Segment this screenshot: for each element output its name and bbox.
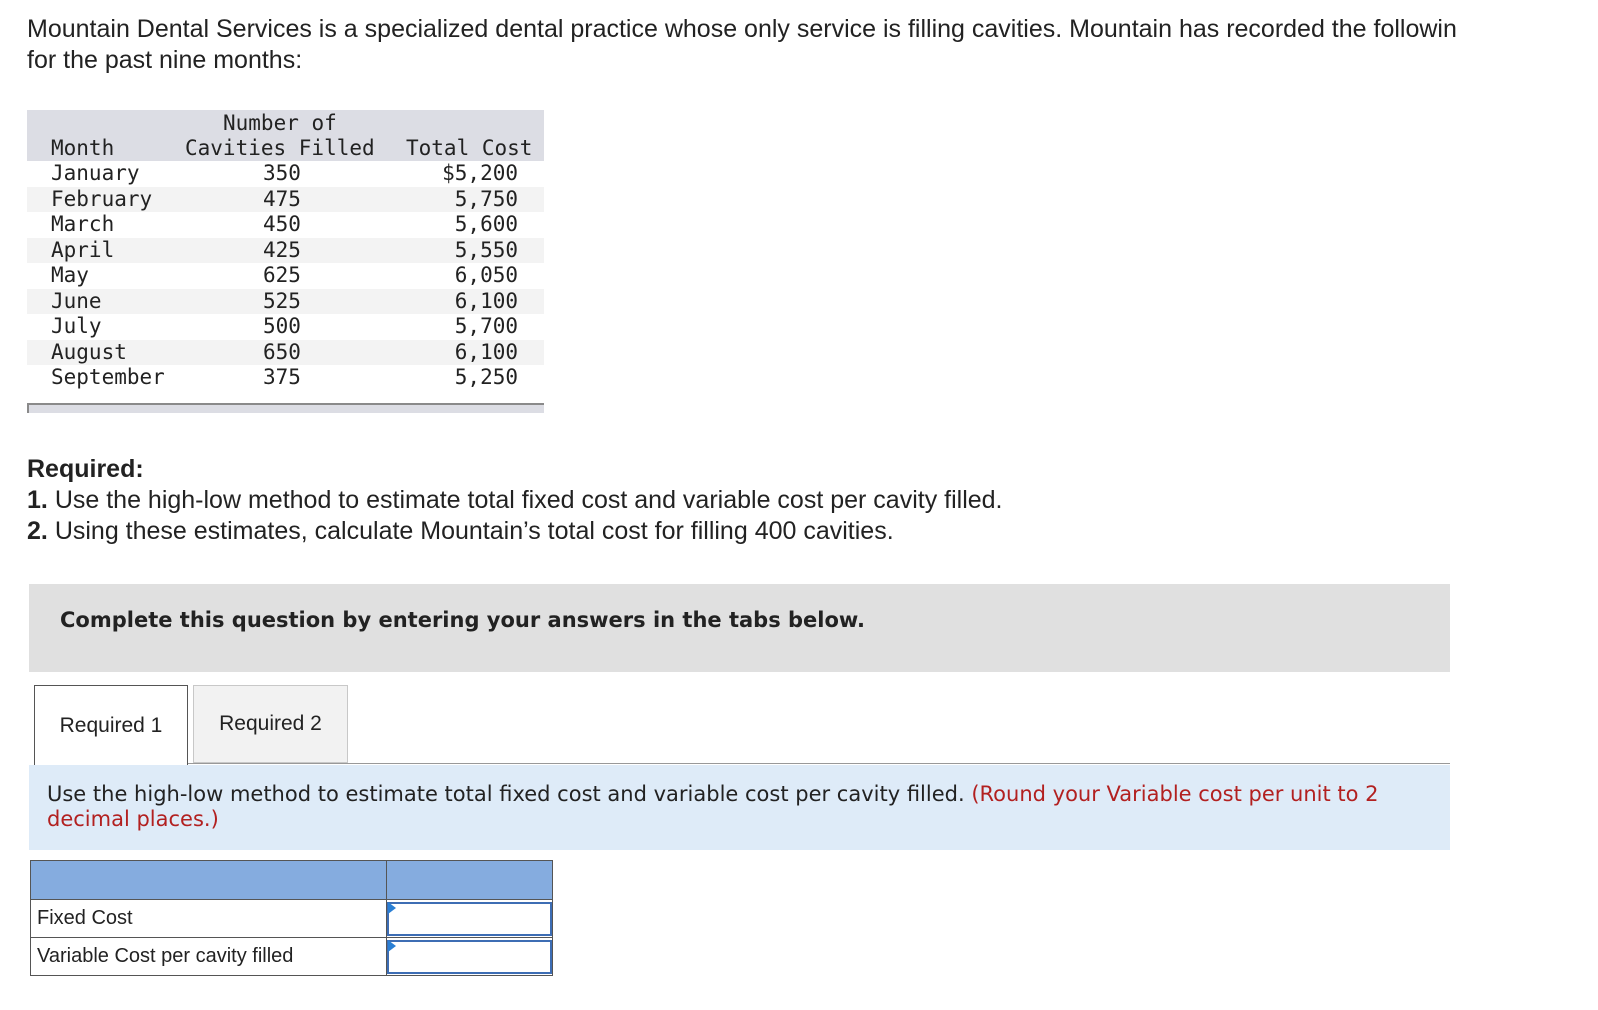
header-cavities-line2: Cavities Filled — [185, 136, 375, 160]
required-item-1-number: 1. — [27, 486, 48, 514]
fixed-cost-cell — [387, 900, 553, 938]
table-row — [27, 238, 544, 264]
cell-month: September — [51, 365, 165, 389]
tab-panel-instructions — [29, 765, 1450, 850]
cell-cavities: 350 — [263, 161, 301, 185]
cell-month: February — [51, 186, 153, 211]
required-title: Required: — [27, 455, 144, 483]
cell-total-cost: 6,100 — [454, 339, 518, 364]
cell-cavities: 625 — [263, 263, 301, 287]
fixed-cost-input[interactable] — [387, 902, 552, 936]
cell-cavities: 500 — [263, 314, 301, 338]
answer-header-value-cell — [387, 861, 553, 900]
cell-cavities: 425 — [263, 237, 301, 262]
required-item-2-number: 2. — [27, 517, 48, 545]
required-item-1 — [27, 485, 1003, 516]
header-cavities-line1: Number of — [223, 111, 337, 135]
cell-month: April — [51, 237, 115, 262]
problem-intro — [27, 14, 1598, 76]
answer-row-fixed-cost — [31, 900, 553, 938]
panel-text — [47, 782, 1437, 832]
cell-total-cost: 6,050 — [454, 263, 518, 287]
required-item-2 — [27, 516, 1003, 547]
table-row — [27, 161, 544, 187]
cell-month: January — [51, 161, 140, 185]
cell-total-cost: 5,250 — [454, 365, 518, 389]
cell-month: July — [51, 314, 102, 338]
tab-required-1-label: Required 1 — [59, 713, 163, 737]
cell-total-cost: 5,700 — [454, 314, 518, 338]
cell-total-cost: 6,100 — [454, 288, 518, 313]
table-row — [27, 289, 544, 315]
cell-month: May — [51, 263, 89, 287]
table-row — [27, 340, 544, 366]
cell-total-cost: 5,550 — [454, 237, 518, 262]
table-row — [27, 212, 544, 238]
table-body — [27, 161, 544, 391]
variable-cost-input[interactable] — [387, 940, 552, 974]
answer-table — [30, 860, 553, 976]
tab-required-2[interactable] — [193, 685, 348, 763]
cell-month: June — [51, 288, 102, 313]
required-item-1-text: Use the high-low method to estimate total fixed cost and variable cost per cavity filled. — [54, 486, 1003, 514]
instruction-text: Complete this question by entering your answers in the tabs below. — [60, 608, 865, 632]
required-item-2-text: Using these estimates, calculate Mountain’s total cost for filling 400 cavities. — [54, 517, 894, 545]
answer-table-header — [31, 861, 553, 900]
panel-instruction: Use the high-low method to estimate total fixed cost and variable cost per cavity filled. — [47, 782, 965, 806]
table-row — [27, 365, 544, 391]
table-footer-bar — [27, 403, 544, 413]
cell-cavities: 450 — [263, 212, 301, 236]
tab-required-1[interactable] — [34, 685, 188, 765]
variable-cost-label: Variable Cost per cavity filled — [31, 938, 387, 976]
answer-row-variable-cost — [31, 938, 553, 976]
tab-required-2-label: Required 2 — [219, 712, 322, 735]
cell-cavities: 375 — [263, 365, 301, 389]
cell-month: March — [51, 212, 115, 236]
tab-divider — [188, 763, 1450, 764]
fixed-cost-label: Fixed Cost — [31, 900, 387, 938]
cell-total-cost: 5,600 — [454, 212, 518, 236]
intro-line-1: Mountain Dental Services is a specialized dental practice whose only service is filling cavities. Mountain has recorded the followin — [27, 15, 1457, 43]
intro-line-2: for the past nine months: — [27, 46, 303, 74]
header-total-cost: Total Cost — [406, 136, 533, 160]
cell-month: August — [51, 339, 127, 364]
table-row — [27, 187, 544, 213]
panel-rounding-note: (Round your Variable cost per unit to 2 decimal places.) — [47, 782, 1379, 831]
table-row — [27, 263, 544, 289]
cell-total-cost: $5,200 — [442, 161, 518, 185]
table-header — [27, 110, 544, 161]
cell-cavities: 525 — [263, 288, 301, 313]
cost-data-table — [27, 110, 544, 413]
header-month: Month — [51, 136, 115, 160]
required-section — [27, 454, 1003, 547]
table-row — [27, 314, 544, 340]
cell-cavities: 475 — [263, 186, 301, 211]
instruction-banner — [29, 584, 1450, 672]
cell-total-cost: 5,750 — [454, 186, 518, 211]
cell-cavities: 650 — [263, 339, 301, 364]
answer-header-label-cell — [31, 861, 387, 900]
input-marker-icon — [388, 902, 396, 914]
input-marker-icon — [388, 940, 396, 952]
variable-cost-cell — [387, 938, 553, 976]
